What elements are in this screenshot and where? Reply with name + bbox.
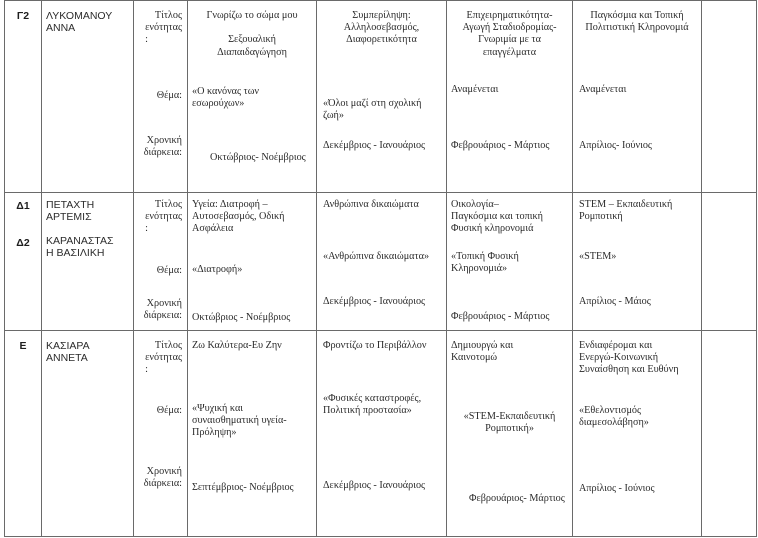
class-label: Γ2	[16, 10, 30, 22]
unit-cell	[317, 193, 447, 331]
unit-title: STEM – Εκπαιδευτική Ρομποτική	[579, 199, 673, 223]
unit-title: Συμπερίληψη: Αλληλοσεβασμός, Διαφορετικότητα	[343, 10, 420, 46]
unit-cell	[317, 1, 447, 193]
unit-title: Ζω Καλύτερα-Ευ Ζην	[192, 340, 282, 351]
unit-title: Επιχειρηματικότητα- Αγωγή Σταδιοδρομίας- Γνωριμία με τα επαγγέλματα	[462, 10, 557, 58]
table-row	[5, 193, 757, 331]
unit-duration: Φεβρουάριος - Μάρτιος	[451, 311, 550, 322]
title-label: Τίτλος ενότητας :	[145, 340, 182, 376]
unit-theme: «Ανθρώπινα δικαιώματα»	[323, 251, 430, 262]
unit-duration: Φεβρουάριος- Μάρτιος	[469, 493, 565, 504]
teacher-name: ΠΕΤΑΧΤΗ ΑΡΤΕΜΙΣ	[46, 199, 95, 224]
labels-cell	[134, 331, 188, 537]
unit-title: Φροντίζω το Περιβάλλον	[323, 340, 427, 351]
labels-cell	[134, 1, 188, 193]
unit-title: Ενδιαφέρομαι και Ενεργώ-Κοινωνική Συναίσθηση και Ευθύνη	[579, 340, 679, 376]
empty-cell	[702, 193, 757, 331]
unit-theme: «Ψυχική και συναισθηματική υγεία- Πρόληψη»	[192, 403, 287, 439]
teacher-name: ΚΑΡΑΝΑΣΤΑΣ Η ΒΑΣΙΛΙΚΗ	[46, 235, 114, 260]
unit-title: Δημιουργώ και Καινοτομώ	[451, 340, 514, 364]
unit-theme: «Φυσικές καταστροφές, Πολιτική προστασία»	[323, 393, 422, 417]
teacher-cell	[42, 1, 134, 193]
unit-cell	[317, 331, 447, 537]
unit-duration: Απρίλιος - Ιούνιος	[579, 483, 655, 494]
teacher-name: ΛΥΚΟΜΑΝΟΥ ΑΝΝΑ	[46, 10, 113, 35]
unit-theme: Αναμένεται	[579, 84, 627, 95]
theme-label: Θέμα:	[156, 405, 182, 416]
labels-cell	[134, 193, 188, 331]
class-label: Δ2	[16, 237, 30, 249]
class-cell	[5, 193, 42, 331]
unit-cell	[188, 1, 317, 193]
unit-duration: Οκτώβριος- Νοέμβριος	[210, 152, 306, 163]
empty-cell	[702, 331, 757, 537]
unit-cell	[573, 1, 702, 193]
unit-duration: Δεκέμβριος - Ιανουάριος	[323, 140, 426, 151]
duration-label: Χρονική διάρκεια:	[143, 466, 182, 490]
unit-duration: Σεπτέμβριος- Νοέμβριος	[192, 482, 294, 493]
unit-title: Παγκόσμια και Τοπική Πολιτιστική Κληρονομιά	[585, 10, 689, 34]
teacher-name: ΚΑΣΙΑΡΑ ΑΝΝΕΤΑ	[46, 340, 90, 365]
unit-theme: «Εθελοντισμός διαμεσολάβηση»	[579, 405, 649, 429]
teacher-cell	[42, 331, 134, 537]
empty-cell	[702, 1, 757, 193]
table-row	[5, 1, 757, 193]
unit-title: Οικολογία– Παγκόσμια και τοπική Φυσική κληρονομιά	[451, 199, 543, 235]
unit-theme: Αναμένεται	[451, 84, 499, 95]
class-cell	[5, 1, 42, 193]
unit-theme: «Διατροφή»	[192, 264, 243, 275]
unit-duration: Δεκέμβριος - Ιανουάριος	[323, 296, 426, 307]
unit-title: Ανθρώπινα δικαιώματα	[323, 199, 419, 210]
unit-cell	[447, 193, 573, 331]
teacher-cell	[42, 193, 134, 331]
unit-title: Γνωρίζω το σώμα μου Σεξουαλική Διαπαιδαγώγηση	[206, 10, 298, 58]
schedule-table	[4, 0, 757, 537]
class-cell	[5, 331, 42, 537]
unit-theme: «STEM-Εκπαιδευτική Ρομποτική»	[463, 411, 556, 435]
duration-label: Χρονική διάρκεια:	[143, 135, 182, 159]
duration-label: Χρονική διάρκεια:	[143, 298, 182, 322]
unit-cell	[447, 331, 573, 537]
unit-title: Υγεία: Διατροφή – Αυτοσεβασμός, Οδική Ασφάλεια	[192, 199, 285, 235]
unit-cell	[447, 1, 573, 193]
theme-label: Θέμα:	[156, 90, 182, 101]
table-row	[5, 331, 757, 537]
theme-label: Θέμα:	[156, 265, 182, 276]
title-label: Τίτλος ενότητας :	[145, 199, 182, 235]
unit-theme: «STEM»	[579, 251, 617, 262]
unit-duration: Δεκέμβριος - Ιανουάριος	[323, 480, 426, 491]
unit-cell	[573, 331, 702, 537]
unit-theme: «Τοπική Φυσική Κληρονομιά»	[451, 251, 519, 275]
unit-cell	[573, 193, 702, 331]
unit-duration: Φεβρουάριος - Μάρτιος	[451, 140, 550, 151]
unit-theme: «Όλοι μαζί στη σχολική ζωή»	[323, 98, 422, 122]
class-label: Ε	[19, 340, 27, 352]
unit-duration: Οκτώβριος - Νοέμβριος	[192, 312, 291, 323]
unit-theme: «Ο κανόνας των εσωρούχων»	[192, 86, 260, 110]
title-label: Τίτλος ενότητας :	[145, 10, 182, 46]
unit-cell	[188, 193, 317, 331]
unit-duration: Απρίλιος- Ιούνιος	[579, 140, 652, 151]
unit-duration: Απρίλιος - Μάιος	[579, 296, 651, 307]
class-label: Δ1	[16, 200, 30, 212]
unit-cell	[188, 331, 317, 537]
